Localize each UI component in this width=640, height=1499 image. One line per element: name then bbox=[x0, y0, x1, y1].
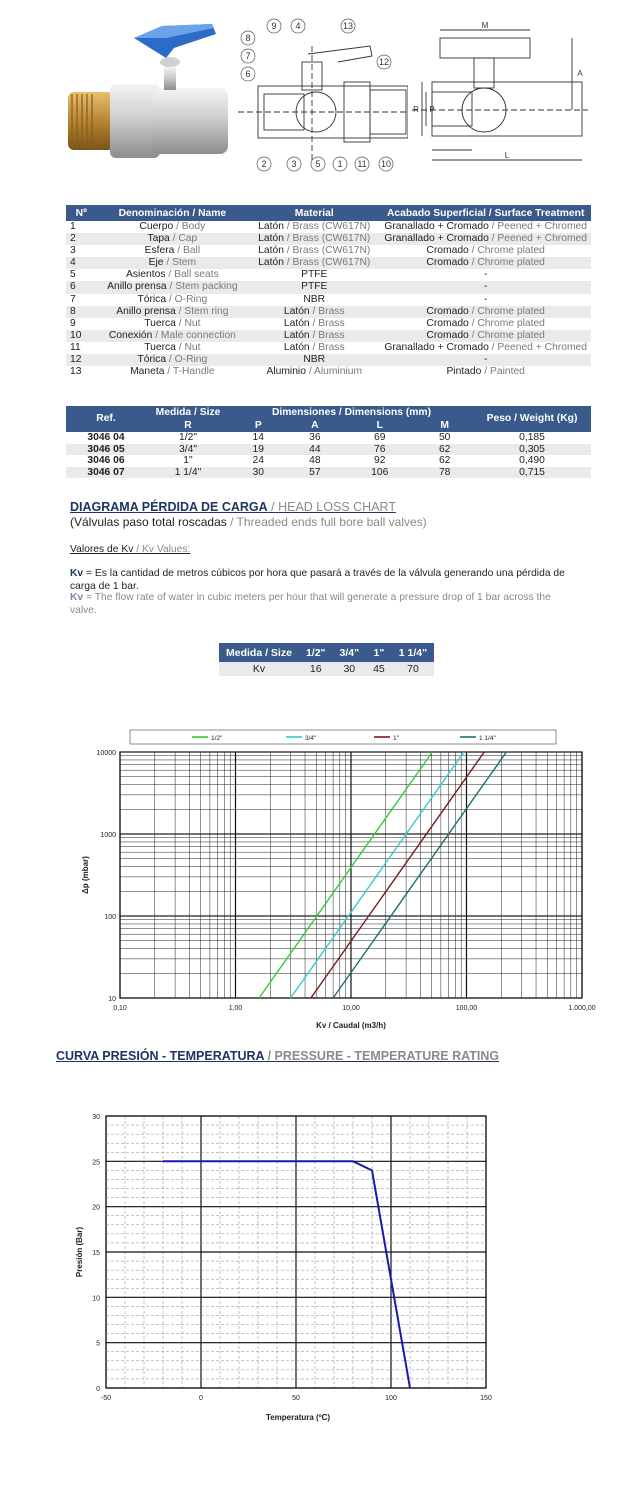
material-row bbox=[66, 342, 591, 354]
material-row bbox=[66, 366, 591, 378]
cell-a: 36 bbox=[287, 432, 344, 444]
x-tick-label: 50 bbox=[292, 1395, 300, 1402]
callout-9: 9 bbox=[271, 21, 277, 31]
dimension-row bbox=[66, 455, 591, 467]
col-p: P bbox=[230, 419, 287, 432]
cell-w: 0,490 bbox=[473, 455, 591, 467]
part-finish: - bbox=[380, 281, 591, 293]
callout-6: 6 bbox=[245, 69, 251, 79]
cell-ref: 3046 05 bbox=[66, 444, 146, 456]
part-name: Tuerca / Nut bbox=[97, 318, 249, 330]
cell-l: 69 bbox=[343, 432, 416, 444]
cell-w: 0,305 bbox=[473, 444, 591, 456]
row-number: 1 bbox=[66, 221, 97, 233]
cell-ref: 3046 07 bbox=[66, 467, 146, 479]
cell-l: 92 bbox=[343, 455, 416, 467]
part-finish: Cromado / Chrome plated bbox=[380, 257, 591, 269]
cell-a: 48 bbox=[287, 455, 344, 467]
y-tick-label: 0 bbox=[96, 1386, 100, 1393]
col-l: L bbox=[343, 419, 416, 432]
y-tick-label: 25 bbox=[92, 1159, 100, 1167]
cell-a: 44 bbox=[287, 444, 344, 456]
row-number: 10 bbox=[66, 330, 97, 342]
dim-label-a: A bbox=[577, 69, 583, 78]
part-name: Asientos / Ball seats bbox=[97, 269, 249, 281]
cell-w: 0,185 bbox=[473, 432, 591, 444]
part-finish: Cromado / Chrome plated bbox=[380, 306, 591, 318]
material-row bbox=[66, 233, 591, 245]
part-finish: Cromado / Chrome plated bbox=[380, 318, 591, 330]
part-material: Latón / Brass (CW617N) bbox=[248, 233, 380, 245]
valve-section-drawing bbox=[238, 16, 408, 174]
part-material: Latón / Brass bbox=[248, 330, 380, 342]
part-material: Latón / Brass (CW617N) bbox=[248, 257, 380, 269]
part-material: Latón / Brass bbox=[248, 342, 380, 354]
part-material: PTFE bbox=[248, 281, 380, 293]
x-tick-label: 0,10 bbox=[113, 1005, 127, 1012]
kv-definition-en: Kv = The flow rate of water in cubic meters per hour that will generate a pressure drop of 1 bar across the valve. bbox=[70, 592, 551, 616]
row-number: 7 bbox=[66, 294, 97, 306]
part-finish: - bbox=[380, 354, 591, 366]
part-finish: Granallado + Cromado / Peened + Chromed bbox=[380, 342, 591, 354]
y-tick-label: 20 bbox=[92, 1204, 100, 1212]
y-tick-label: 10 bbox=[108, 996, 116, 1003]
x-tick-label: -50 bbox=[100, 1395, 112, 1402]
material-row bbox=[66, 330, 591, 342]
y-tick-label: 1000 bbox=[100, 832, 116, 839]
cell-ref: 3046 06 bbox=[66, 455, 146, 467]
y-tick-label: 100 bbox=[104, 914, 116, 921]
callout-10: 10 bbox=[380, 159, 392, 169]
valve-dimension-drawing bbox=[412, 22, 592, 172]
dimension-row bbox=[66, 432, 591, 444]
part-material: PTFE bbox=[248, 269, 380, 281]
dimension-row bbox=[66, 467, 591, 479]
cell-m: 62 bbox=[416, 455, 473, 467]
col-number: Nº bbox=[66, 205, 97, 221]
row-number: 4 bbox=[66, 257, 97, 269]
y-axis-label: Presión (Bar) bbox=[75, 1226, 84, 1278]
cell-m: 78 bbox=[416, 467, 473, 479]
part-finish: - bbox=[380, 269, 591, 281]
part-material: Latón / Brass bbox=[248, 306, 380, 318]
part-name: Anillo prensa / Stem packing bbox=[97, 281, 249, 293]
kv-table bbox=[219, 643, 434, 676]
col-dimensions: Dimensiones / Dimensions (mm) bbox=[230, 406, 473, 419]
part-name: Tórica / O-Ring bbox=[97, 354, 249, 366]
part-name: Tapa / Cap bbox=[97, 233, 249, 245]
callout-12: 12 bbox=[378, 57, 390, 67]
col-name: Denominación / Name bbox=[97, 205, 249, 221]
part-finish: Pintado / Painted bbox=[380, 366, 591, 378]
cell-r: 3/4" bbox=[146, 444, 230, 456]
x-tick-label: 1.000,00 bbox=[568, 1005, 596, 1012]
cell-p: 19 bbox=[230, 444, 287, 456]
cell-m: 62 bbox=[416, 444, 473, 456]
kv-definition-es: Kv = Es la cantidad de metros cúbicos por hora que pasará a través de la válvula generando una pérdida de carga de 1 bar. bbox=[70, 568, 565, 592]
product-photo bbox=[62, 22, 234, 162]
material-row bbox=[66, 354, 591, 366]
material-row bbox=[66, 245, 591, 257]
part-finish: - bbox=[380, 294, 591, 306]
pt-title: CURVA PRESIÓN - TEMPERATURA / PRESSURE - TEMPERATURE RATING bbox=[56, 1049, 500, 1063]
part-material: Latón / Brass (CW617N) bbox=[248, 221, 380, 233]
part-finish: Granallado + Cromado / Peened + Chromed bbox=[380, 233, 591, 245]
kv-size-4: 1 1/4" bbox=[392, 643, 434, 662]
col-a: A bbox=[287, 419, 344, 432]
dim-label-l: L bbox=[504, 151, 510, 160]
dimension-row bbox=[66, 444, 591, 456]
part-material: NBR bbox=[248, 294, 380, 306]
kv-size-2: 3/4" bbox=[333, 643, 367, 662]
cell-r: 1/2" bbox=[146, 432, 230, 444]
dim-label-m: M bbox=[481, 22, 489, 30]
col-weight: Peso / Weight (Kg) bbox=[473, 406, 591, 432]
row-number: 13 bbox=[66, 366, 97, 378]
kv-size-3: 1" bbox=[366, 643, 392, 662]
x-tick-label: 100 bbox=[385, 1395, 397, 1402]
col-finish: Acabado Superficial / Surface Treatment bbox=[380, 205, 591, 221]
y-tick-label: 10000 bbox=[96, 750, 116, 757]
row-number: 9 bbox=[66, 318, 97, 330]
callout-7: 7 bbox=[245, 51, 251, 61]
cell-a: 57 bbox=[287, 467, 344, 479]
col-m: M bbox=[416, 419, 473, 432]
part-name: Eje / Stem bbox=[97, 257, 249, 269]
part-material: Latón / Brass bbox=[248, 318, 380, 330]
headloss-subtitle: (Válvulas paso total roscadas / Threaded ends full bore ball valves) bbox=[70, 515, 427, 529]
part-material: NBR bbox=[248, 354, 380, 366]
row-number: 11 bbox=[66, 342, 97, 354]
callout-13: 13 bbox=[342, 21, 354, 31]
col-material: Material bbox=[248, 205, 380, 221]
cell-p: 24 bbox=[230, 455, 287, 467]
col-size: Medida / Size bbox=[146, 406, 230, 419]
callout-8: 8 bbox=[245, 33, 251, 43]
y-tick-label: 10 bbox=[92, 1295, 100, 1303]
dimensions-table bbox=[66, 406, 591, 478]
material-row bbox=[66, 318, 591, 330]
kv-value-3: 45 bbox=[366, 662, 392, 676]
kv-value-1: 16 bbox=[299, 662, 333, 676]
materials-table bbox=[66, 205, 591, 378]
cell-l: 76 bbox=[343, 444, 416, 456]
row-number: 12 bbox=[66, 354, 97, 366]
kv-table-header: Medida / Size bbox=[219, 643, 299, 662]
x-tick-label: 100,00 bbox=[455, 1005, 478, 1012]
kv-size-1: 1/2" bbox=[299, 643, 333, 662]
callout-2: 2 bbox=[261, 159, 267, 169]
x-axis-label: Kv / Caudal (m3/h) bbox=[316, 1021, 386, 1030]
legend-label: 1 1/4" bbox=[479, 735, 496, 742]
kv-values-heading: Valores de Kv / Kv Values: bbox=[70, 544, 191, 555]
part-name: Cuerpo / Body bbox=[97, 221, 249, 233]
cell-m: 50 bbox=[416, 432, 473, 444]
dim-label-r: R bbox=[413, 105, 419, 114]
legend-label: 1" bbox=[393, 735, 399, 742]
callout-3: 3 bbox=[291, 159, 297, 169]
headloss-chart bbox=[0, 720, 640, 1040]
material-row bbox=[66, 221, 591, 233]
x-tick-label: 150 bbox=[480, 1395, 492, 1402]
headloss-title: DIAGRAMA PÉRDIDA DE CARGA / HEAD LOSS CHART bbox=[70, 500, 396, 514]
callout-5: 5 bbox=[315, 159, 321, 169]
cell-p: 14 bbox=[230, 432, 287, 444]
callout-4: 4 bbox=[295, 21, 301, 31]
part-name: Tuerca / Nut bbox=[97, 342, 249, 354]
kv-row-label: Kv bbox=[219, 662, 299, 676]
material-row bbox=[66, 294, 591, 306]
pressure-temperature-chart bbox=[0, 1100, 640, 1430]
kv-value-2: 30 bbox=[333, 662, 367, 676]
callout-1: 1 bbox=[337, 159, 343, 169]
material-row bbox=[66, 306, 591, 318]
part-name: Maneta / T-Handle bbox=[97, 366, 249, 378]
legend-label: 3/4" bbox=[305, 735, 317, 742]
row-number: 3 bbox=[66, 245, 97, 257]
row-number: 8 bbox=[66, 306, 97, 318]
cell-ref: 3046 04 bbox=[66, 432, 146, 444]
cell-w: 0,715 bbox=[473, 467, 591, 479]
part-material: Latón / Brass (CW617N) bbox=[248, 245, 380, 257]
material-row bbox=[66, 281, 591, 293]
cell-p: 30 bbox=[230, 467, 287, 479]
cell-r: 1" bbox=[146, 455, 230, 467]
y-tick-label: 15 bbox=[92, 1250, 100, 1257]
row-number: 6 bbox=[66, 281, 97, 293]
part-finish: Cromado / Chrome plated bbox=[380, 330, 591, 342]
x-tick-label: 1,00 bbox=[228, 1005, 243, 1012]
row-number: 2 bbox=[66, 233, 97, 245]
part-material: Aluminio / Aluminium bbox=[248, 366, 380, 378]
callout-11: 11 bbox=[357, 159, 367, 169]
cell-l: 106 bbox=[343, 467, 416, 479]
part-name: Anillo prensa / Stem ring bbox=[97, 306, 249, 318]
x-tick-label: 0 bbox=[199, 1395, 203, 1402]
part-finish: Granallado + Cromado / Peened + Chromed bbox=[380, 221, 591, 233]
x-tick-label: 10,00 bbox=[342, 1005, 360, 1012]
cell-r: 1 1/4" bbox=[146, 467, 230, 479]
legend-label: 1/2" bbox=[211, 735, 223, 742]
part-name: Conexión / Male connection bbox=[97, 330, 249, 342]
kv-value-4: 70 bbox=[392, 662, 434, 676]
y-tick-label: 30 bbox=[92, 1114, 100, 1121]
part-finish: Cromado / Chrome plated bbox=[380, 245, 591, 257]
material-row bbox=[66, 269, 591, 281]
part-name: Tórica / O-Ring bbox=[97, 294, 249, 306]
dim-label-p: P bbox=[429, 105, 435, 114]
col-ref: Ref. bbox=[66, 406, 146, 432]
y-tick-label: 5 bbox=[96, 1340, 100, 1348]
material-row bbox=[66, 257, 591, 269]
y-axis-label: Δp (mbar) bbox=[81, 856, 90, 894]
part-name: Esfera / Ball bbox=[97, 245, 249, 257]
x-axis-label: Temperatura (ºC) bbox=[265, 1413, 331, 1422]
row-number: 5 bbox=[66, 269, 97, 281]
col-r: R bbox=[146, 419, 230, 432]
